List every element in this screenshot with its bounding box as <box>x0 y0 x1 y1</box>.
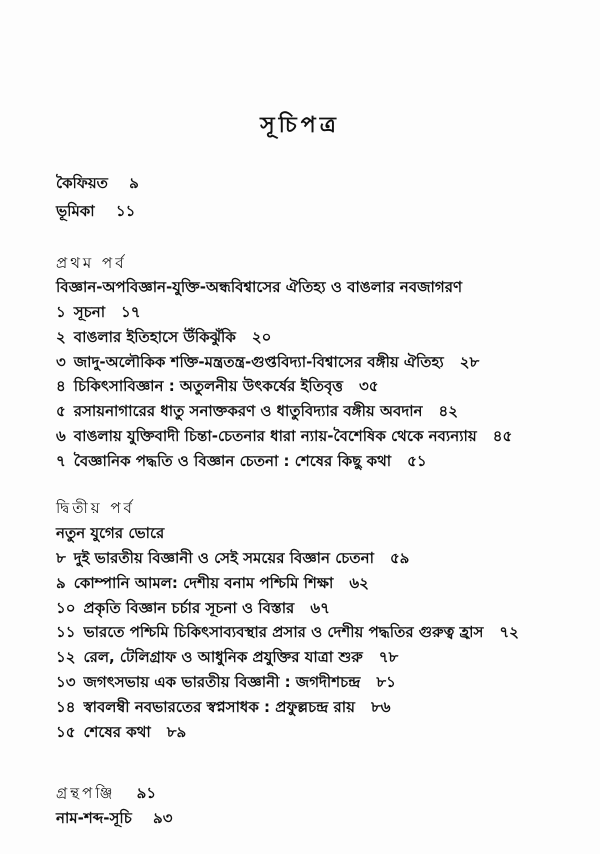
chapter-title: জাদু-অলৌকিক শক্তি-মন্ত্রতন্ত্র-গুপ্তবিদ্যা-বিশ্বাসের বঙ্গীয় ঐতিহ্য <box>73 352 444 371</box>
chapter-title: রসায়নাগারের ধাতু সনাক্তকরণ ও ধাতুবিদ্যার বঙ্গীয় অবদান <box>73 402 423 421</box>
toc-chapter-entry <box>56 647 398 667</box>
toc-entry-preface <box>56 173 139 193</box>
toc-chapter-entry <box>56 401 458 421</box>
chapter-page: ৮৯ <box>166 722 187 741</box>
chapter-number: ৫ <box>56 402 66 421</box>
entry-title: নাম-শব্দ-সূচি <box>56 809 132 827</box>
chapter-number: ৩ <box>56 352 66 371</box>
chapter-title: স্বাবলম্বী নবভারতের স্বপ্নসাধক : প্রফুল্লচন্দ্র রায় <box>83 697 355 716</box>
page-title: সূচিপত্র <box>260 113 340 138</box>
toc-chapter-entry <box>56 302 141 322</box>
part1-heading: প্রথম পর্ব <box>56 254 127 272</box>
toc-chapter-entry <box>56 573 369 593</box>
chapter-page: ৫৯ <box>389 549 410 567</box>
toc-chapter-entry <box>56 426 512 446</box>
chapter-page: ৬২ <box>349 573 369 592</box>
entry-title: গ্রন্থপঞ্জি <box>56 784 116 802</box>
chapter-page: ১৭ <box>121 303 141 321</box>
toc-chapter-entry <box>56 697 390 717</box>
chapter-number: ৬ <box>56 427 66 445</box>
toc-chapter-entry <box>56 376 379 396</box>
chapter-number: ১ <box>56 303 66 321</box>
entry-page: ১১ <box>115 202 136 220</box>
chapter-title: প্রকৃতি বিজ্ঞান চর্চার সূচনা ও বিস্তার <box>83 598 295 617</box>
chapter-number: ৯ <box>56 573 66 592</box>
toc-entry-index <box>56 808 173 828</box>
chapter-number: ৭ <box>56 451 66 470</box>
chapter-number: ১১ <box>56 623 76 642</box>
entry-page: ৯১ <box>136 784 157 802</box>
toc-chapter-entry <box>56 548 409 568</box>
entry-title: কৈফিয়ত <box>56 174 108 192</box>
chapter-page: ৪২ <box>438 402 459 421</box>
chapter-title: দুই ভারতীয় বিজ্ঞানী ও সেই সময়ের বিজ্ঞান চেতনা <box>73 549 374 567</box>
chapter-page: ৮৬ <box>370 697 391 716</box>
chapter-page: ৪৫ <box>492 427 513 445</box>
entry-page: ৯৩ <box>153 809 173 827</box>
chapter-number: ১২ <box>56 648 76 667</box>
chapter-title: ভারতে পশ্চিমি চিকিৎসাব্যবস্থার প্রসার ও দেশীয় পদ্ধতির গুরুত্ব হ্রাস <box>83 623 484 642</box>
toc-chapter-entry <box>56 672 396 692</box>
chapter-title: বাঙলায় যুক্তিবাদী চিন্তা-চেতনার ধারা ন্যায়-বৈশেষিক থেকে নব্যন্যায় <box>73 427 477 445</box>
chapter-page: ৩৫ <box>359 377 379 396</box>
chapter-page: ৫১ <box>407 451 427 470</box>
entry-page: ৯ <box>129 174 139 192</box>
chapter-page: ৭২ <box>499 623 519 642</box>
chapter-page: ২৮ <box>459 352 480 371</box>
chapter-number: ৮ <box>56 549 66 567</box>
chapter-page: ২০ <box>251 327 272 346</box>
chapter-number: ১০ <box>56 598 76 617</box>
toc-chapter-entry <box>56 598 330 618</box>
toc-chapter-entry <box>56 622 519 642</box>
toc-entry-bibliography <box>56 783 156 803</box>
chapter-title: সূচনা <box>73 303 106 321</box>
toc-chapter-entry <box>56 722 186 742</box>
part2-heading: দ্বিতীয় পর্ব <box>56 499 135 517</box>
toc-chapter-entry <box>56 352 479 372</box>
chapter-title: শেষের কথা <box>83 722 151 741</box>
chapter-number: ১৪ <box>56 697 76 716</box>
chapter-title: চিকিৎসাবিজ্ঞান : অতুলনীয় উৎকর্ষের ইতিবৃত্ত <box>73 377 344 396</box>
toc-entry-introduction <box>56 201 135 221</box>
part1-subtitle: বিজ্ঞান-অপবিজ্ঞান-যুক্তি-অন্ধবিশ্বাসের ঐতিহ্য ও বাঙলার নবজাগরণ <box>56 278 463 296</box>
toc-chapter-entry <box>56 327 271 347</box>
chapter-page: ৮১ <box>376 673 396 691</box>
part2-subtitle: নতুন যুগের ভোরে <box>56 524 165 542</box>
entry-title: ভূমিকা <box>56 202 95 220</box>
chapter-title: বৈজ্ঞানিক পদ্ধতি ও বিজ্ঞান চেতনা : শেষের কিছু কথা <box>73 451 392 470</box>
chapter-title: জগৎসভায় এক ভারতীয় বিজ্ঞানী : জগদীশচন্দ্র <box>83 673 361 691</box>
chapter-page: ৭৮ <box>378 648 399 667</box>
chapter-number: ৪ <box>56 377 66 396</box>
chapter-title: কোম্পানি আমল: দেশীয় বনাম পশ্চিমি শিক্ষা <box>73 573 334 592</box>
toc-chapter-entry <box>56 451 427 471</box>
chapter-number: ১৫ <box>56 722 76 741</box>
chapter-page: ৬৭ <box>310 598 330 617</box>
chapter-number: ২ <box>56 327 66 346</box>
chapter-title: বাঙলার ইতিহাসে উঁকিঝুঁকি <box>73 327 236 346</box>
chapter-title: রেল, টেলিগ্রাফ ও আধুনিক প্রযুক্তির যাত্রা শুরু <box>83 648 363 667</box>
chapter-number: ১৩ <box>56 673 76 691</box>
